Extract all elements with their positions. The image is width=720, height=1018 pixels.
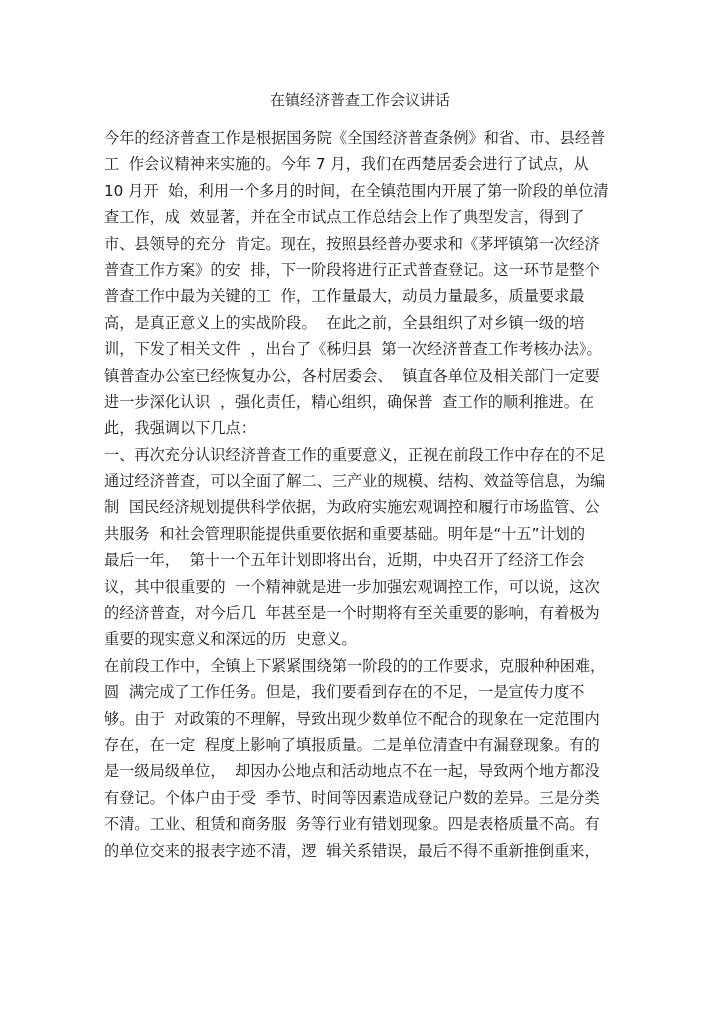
- text-line: 高，是真正意义上的实战阶段。 在此之前，全县组织了对乡镇一级的培: [104, 313, 585, 332]
- text-line: 市、县领导的充分 肯定。现在，按照县经普办要求和《茅坪镇第一次经济: [104, 234, 600, 253]
- text-line: 圆 满完成了工作任务。但是，我们要看到存在的不足，一是宣传力度不: [104, 683, 585, 702]
- text-line: 镇普查办公室已经恢复办公，各村居委会、 镇直各单位及相关部门一定要: [104, 366, 600, 385]
- document-title: 在镇经济普查工作会议讲话: [269, 91, 450, 109]
- text-line: 议，其中很重要的 一个精神就是进一步加强宏观调控工作，可以说，这次: [104, 577, 600, 596]
- text-line: 普查工作中最为关键的工 作，工作量最大，动员力量最多，质量要求最: [104, 287, 585, 306]
- text-line: 查工作，成 效显著，并在全市试点工作总结会上作了典型发言，得到了: [104, 208, 585, 227]
- text-line: 通过经济普查，可以全面了解二、三产业的规模、结构、效益等信息，为编: [104, 472, 606, 491]
- text-line: 制 国民经济规划提供科学依据，为政府实施宏观调控和履行市场监管、公: [104, 498, 600, 517]
- text-line: 训，下发了相关文件 ，出台了《秭归县 第一次经济普查工作考核办法》。: [104, 340, 602, 359]
- text-line: 共服务 和社会管理职能提供重要依据和重要基础。明年是“十五”计划的: [104, 524, 586, 543]
- text-line: 够。由于 对政策的不理解，导致出现少数单位不配合的现象在一定范围内: [104, 709, 600, 728]
- text-line: 普查工作方案》的安 排，下一阶段将进行正式普查登记。这一环节是整个: [104, 260, 600, 279]
- text-line: 一、再次充分认识经济普查工作的重要意义，正视在前段工作中存在的不足: [104, 445, 606, 464]
- text-line: 10 月开 始，利用一个多月的时间，在全镇范围内开展了第一阶段的单位清: [104, 181, 609, 200]
- text-line: 工 作会议精神来实施的。今年 7 月，我们在西楚居委会进行了试点，从: [104, 155, 589, 174]
- document-body: [104, 125, 624, 864]
- text-line: 进一步深化认识 ，强化责任，精心组织，确保普 查工作的顺利推进。在: [104, 392, 595, 411]
- text-line: 最后一年， 第十一个五年计划即将出台，近期，中央召开了经济工作会: [104, 551, 585, 570]
- text-line: 重要的现实意义和深远的历 史意义。: [104, 630, 357, 649]
- text-line: 的经济普查，对今后几 年甚至是一个时期将有至关重要的影响，有着极为: [104, 604, 600, 623]
- text-line: 不清。工业、租赁和商务服 务等行业有错划现象。四是表格质量不高。有: [104, 815, 600, 834]
- text-line: 是一级局级单位， 却因办公地点和活动地点不在一起，导致两个地方都没: [104, 762, 600, 781]
- text-line: 存在，在一定 程度上影响了填报质量。二是单位清查中有漏登现象。有的: [104, 735, 600, 754]
- text-line: 此，我强调以下几点：: [104, 419, 256, 438]
- text-line: 有登记。个体户由于受 季节、时间等因素造成登记户数的差异。三是分类: [104, 788, 600, 807]
- text-line: 今年的经济普查工作是根据国务院《全国经济普查条例》和省、市、县经普: [104, 129, 606, 147]
- text-line: 的单位交来的报表字迹不清，逻 辑关系错误，最后不得不重新推倒重来，: [104, 841, 600, 860]
- text-line: 在前段工作中，全镇上下紧紧围绕第一阶段的的工作要求，克服种种困难，: [104, 656, 606, 675]
